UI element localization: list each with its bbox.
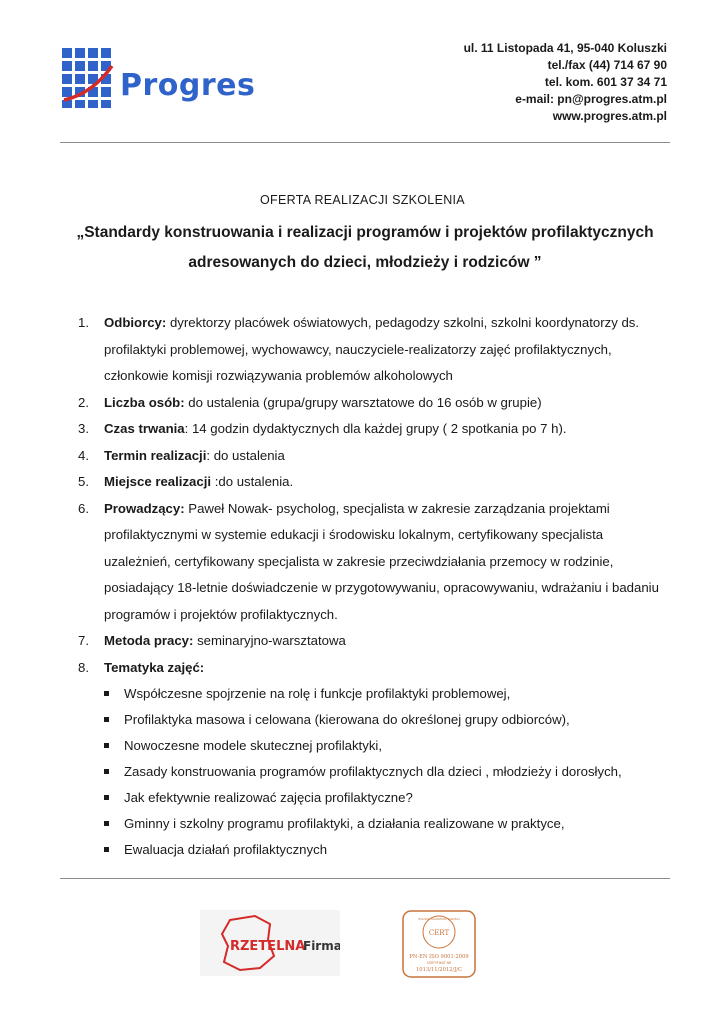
bullet-icon <box>104 795 109 800</box>
list-item-metoda <box>78 628 685 655</box>
item-number: 1. <box>78 315 89 330</box>
firma-text: Firma <box>303 939 340 953</box>
offer-details-list <box>78 310 685 863</box>
bullet-icon <box>104 847 109 852</box>
company-name: Progres <box>120 68 256 103</box>
item-number: 5. <box>78 474 89 489</box>
iso-certificate-badge <box>400 908 478 980</box>
certificate-seal-icon <box>400 908 478 980</box>
topic-item: Jak efektywnie realizować zajęcia profilaktyczne? <box>78 785 685 811</box>
training-title <box>60 218 670 278</box>
item-label: Metoda pracy: <box>104 633 194 648</box>
item-label: Termin realizacji <box>104 447 207 463</box>
item-label: Liczba osób: <box>104 394 185 410</box>
list-item-liczba-osob <box>78 390 685 417</box>
item-text: profilaktycznymi w systemie edukacji i środowisku lokalnym, certyfikowany specjalista <box>104 527 604 542</box>
training-title-line1: „Standardy konstruowania i realizacji programów i projektów profilaktycznych <box>76 224 654 241</box>
bullet-icon <box>104 743 109 748</box>
item-number: 8. <box>78 659 89 675</box>
cert-ring-text: POLSKA AKADEMIA JAKOŚCI <box>418 917 460 921</box>
list-item-tematyka <box>78 655 685 682</box>
item-label: Odbiorcy: <box>104 315 167 330</box>
item-text: Paweł Nowak- psycholog, specjalista w zakresie zarządzania projektami <box>184 500 610 516</box>
cert-number: 1013/11/2012/J/C <box>415 967 463 973</box>
item-text: programów i projektów profilaktycznych. <box>104 606 338 622</box>
rzetelna-text: RZETELNA <box>230 939 306 954</box>
topic-item: Współczesne spojrzenie na rolę i funkcje profilaktyki problemowej, <box>78 681 685 707</box>
contact-block <box>464 40 667 125</box>
item-label: Czas trwania <box>104 421 185 436</box>
cert-norm: PN-EN ISO 9001:2009 <box>409 954 469 960</box>
topic-item: Ewaluacja działań profilaktycznych <box>78 837 685 863</box>
item-text: członkowie komisji rozwiązywania problemów alkoholowych <box>104 368 453 383</box>
poland-map-icon <box>200 910 340 976</box>
list-item-prowadzacy <box>78 496 685 629</box>
topic-item: Profilaktyka masowa i celowana (kierowana do określonej grupy odbiorców), <box>78 707 685 733</box>
address: ul. 11 Listopada 41, 95-040 Koluszki <box>463 41 667 55</box>
tel-mobile: tel. kom. 601 37 34 71 <box>544 75 667 89</box>
item-text: seminaryjno-warsztatowa <box>193 633 346 648</box>
item-label: Prowadzący: <box>104 500 185 516</box>
item-label: Miejsce realizacji <box>104 474 212 489</box>
topic-item: Gminny i szkolny programu profilaktyki, a działania realizowane w praktyce, <box>78 811 685 837</box>
list-item-termin <box>78 443 685 470</box>
item-text: profilaktyki problemowej, wychowawcy, nauczyciele-realizatorzy zajęć profilaktycznych, <box>104 341 612 357</box>
email-link[interactable]: e-mail: pn@progres.atm.pl <box>515 92 667 106</box>
item-text: do ustalenia (grupa/grupy warsztatowe do 16 osób w grupie) <box>184 394 542 410</box>
item-number: 4. <box>78 447 89 463</box>
item-text: posiadający 18-letnie doświadczenie w przygotowywaniu, opracowywaniu, wdrażaniu i badaniu <box>104 580 659 595</box>
bullet-icon <box>104 821 109 826</box>
website-link[interactable]: www.progres.atm.pl <box>552 109 667 123</box>
bullet-icon <box>104 691 109 696</box>
cert-word: CERT <box>428 929 450 937</box>
item-label: Tematyka zajęć: <box>104 659 205 675</box>
item-number: 3. <box>78 421 89 436</box>
list-item-miejsce <box>78 469 685 496</box>
item-text: : 14 godzin dydaktycznych dla każdej grupy ( 2 spotkania po 7 h). <box>184 421 567 436</box>
offer-title: OFERTA REALIZACJI SZKOLENIA <box>260 193 465 207</box>
item-number: 2. <box>78 394 89 410</box>
cert-label: CERTYFIKAT NR <box>426 961 452 965</box>
list-item-odbiorcy <box>78 310 685 390</box>
item-number: 7. <box>78 633 89 648</box>
item-text: : do ustalenia <box>206 447 285 463</box>
footer-divider <box>60 878 670 879</box>
rzetelna-firma-logo <box>200 910 340 976</box>
item-text: dyrektorzy placówek oświatowych, pedagodzy szkolni, szkolni koordynatorzy ds. <box>166 315 640 330</box>
item-text: uzależnień, certyfikowany specjalista w zakresie przeciwdziałania przemocy w rodzinie, <box>104 553 614 569</box>
tel-fax: tel./fax (44) 714 67 90 <box>547 58 667 72</box>
bullet-icon <box>104 769 109 774</box>
topic-item: Nowoczesne modele skutecznej profilaktyki, <box>78 733 685 759</box>
list-item-czas-trwania <box>78 416 685 443</box>
item-text: :do ustalenia. <box>211 474 294 489</box>
bullet-icon <box>104 717 109 722</box>
topic-item: Zasady konstruowania programów profilaktycznych dla dzieci , młodzieży i dorosłych, <box>78 759 685 785</box>
training-title-line2: adresowanych do dzieci, młodzieży i rodziców ” <box>188 254 542 271</box>
topics-list <box>78 681 685 863</box>
header-divider <box>60 142 670 143</box>
item-number: 6. <box>78 500 89 516</box>
